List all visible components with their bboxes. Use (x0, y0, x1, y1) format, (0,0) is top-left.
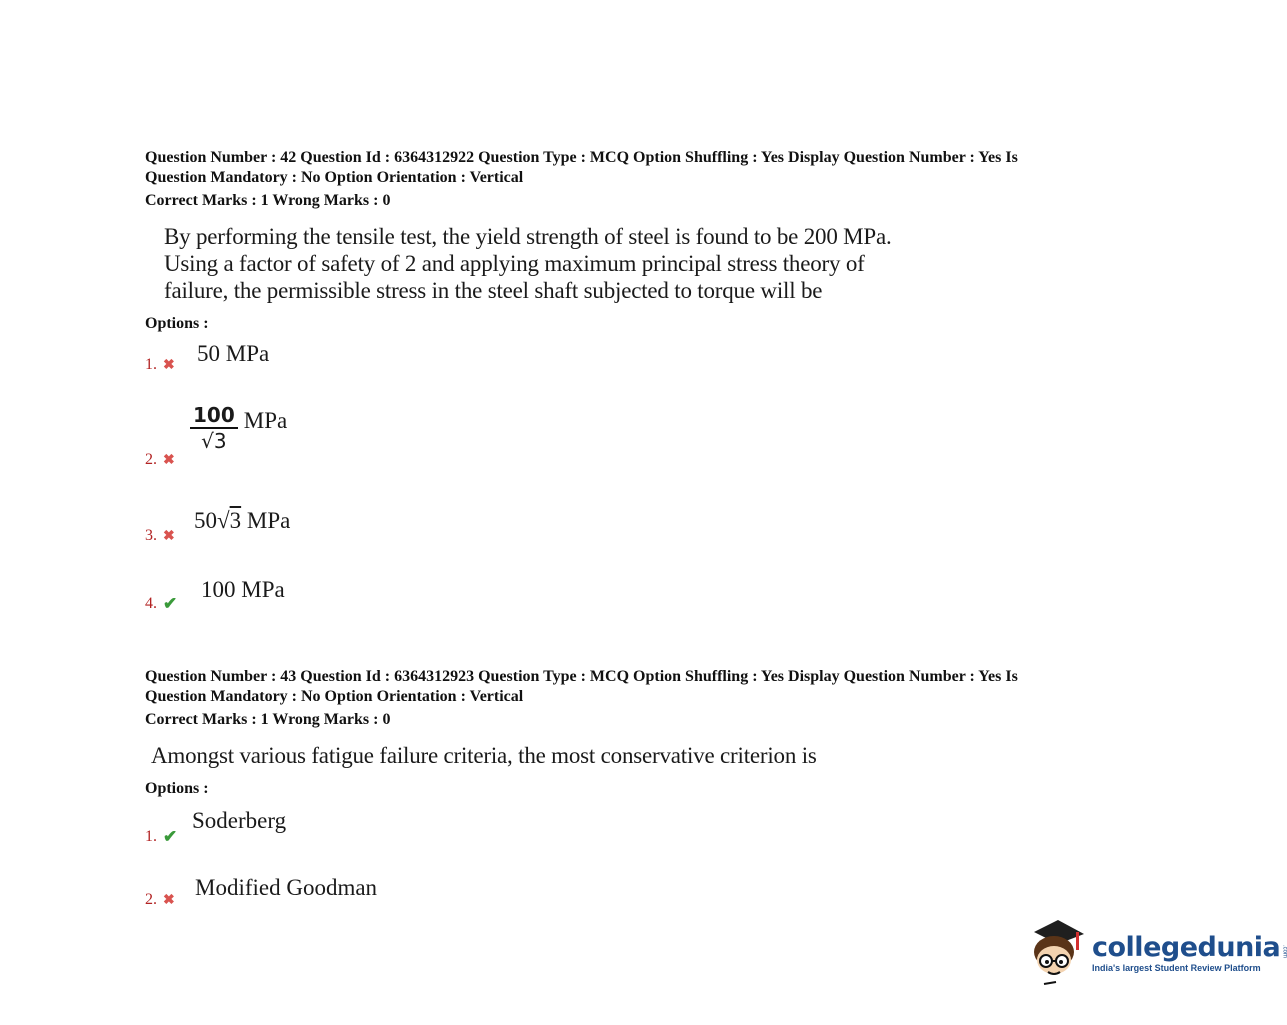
option-number (145, 527, 175, 545)
option-text: 50 MPa (197, 341, 270, 366)
option-number (145, 451, 175, 469)
question-text-line: By performing the tensile test, the yield strength of steel is found to be 200 MPa. (164, 224, 892, 249)
collegedunia-logo[interactable] (1026, 918, 1287, 986)
option-text-fraction (190, 403, 287, 453)
option-index: 2. (145, 891, 157, 908)
question-meta-line: Question Mandatory : No Option Orientation : Vertical (145, 688, 524, 705)
option-index: 1. (145, 828, 157, 845)
option-number (145, 594, 177, 614)
question-meta-line: Question Number : 43 Question Id : 6364312923 Question Type : MCQ Option Shuffling : Yes Display Question Number : Yes Is (145, 668, 1018, 685)
question-meta-line: Question Number : 42 Question Id : 6364312922 Question Type : MCQ Option Shuffling : Yes Display Question Number : Yes Is (145, 149, 1018, 166)
option-text-prefix: 50√ (194, 508, 230, 533)
question-42-text (164, 223, 892, 304)
fraction-numerator: 100 (190, 403, 238, 429)
question-meta-line: Question Mandatory : No Option Orientation : Vertical (145, 169, 524, 186)
option-number (145, 827, 177, 847)
check-mark-icon: ✔ (163, 827, 178, 846)
wrong-mark-icon: ✖ (163, 452, 175, 468)
question-42-marks: Correct Marks : 1 Wrong Marks : 0 (145, 192, 391, 209)
logo-name: collegedunia (1092, 931, 1281, 963)
question-43-marks: Correct Marks : 1 Wrong Marks : 0 (145, 711, 391, 728)
option-index: 2. (145, 451, 157, 468)
option-text: Modified Goodman (195, 875, 378, 900)
fraction (190, 403, 238, 453)
option-unit: MPa (243, 408, 288, 433)
option-number (145, 891, 175, 909)
question-42-meta (145, 148, 1018, 188)
question-43-meta (145, 667, 1018, 707)
wrong-mark-icon: ✖ (163, 357, 175, 373)
option-text: 100 MPa (201, 577, 285, 602)
option-index: 3. (145, 527, 157, 544)
option-text (194, 508, 290, 534)
logo-suffix: .com (1281, 945, 1287, 959)
options-label: Options : (145, 315, 209, 332)
wrong-mark-icon: ✖ (163, 528, 175, 544)
question-43-text: Amongst various fatigue failure criteria, the most conservative criterion is (151, 743, 817, 768)
option-index: 4. (145, 595, 157, 612)
logo-text-block (1092, 932, 1287, 973)
option-number (145, 356, 175, 374)
fraction-denominator: √3 (201, 429, 227, 453)
mascot-icon (1026, 918, 1086, 986)
question-text-line: failure, the permissible stress in the steel shaft subjected to torque will be (164, 278, 823, 303)
question-text-line: Using a factor of safety of 2 and applying maximum principal stress theory of (164, 251, 865, 276)
option-text-root: 3 (229, 508, 242, 533)
check-mark-icon: ✔ (163, 594, 178, 613)
option-text: Soderberg (192, 808, 287, 833)
option-unit: MPa (241, 508, 291, 533)
option-index: 1. (145, 356, 157, 373)
wrong-mark-icon: ✖ (163, 892, 175, 908)
logo-tagline: India's largest Student Review Platform (1092, 962, 1261, 973)
options-label: Options : (145, 780, 209, 797)
